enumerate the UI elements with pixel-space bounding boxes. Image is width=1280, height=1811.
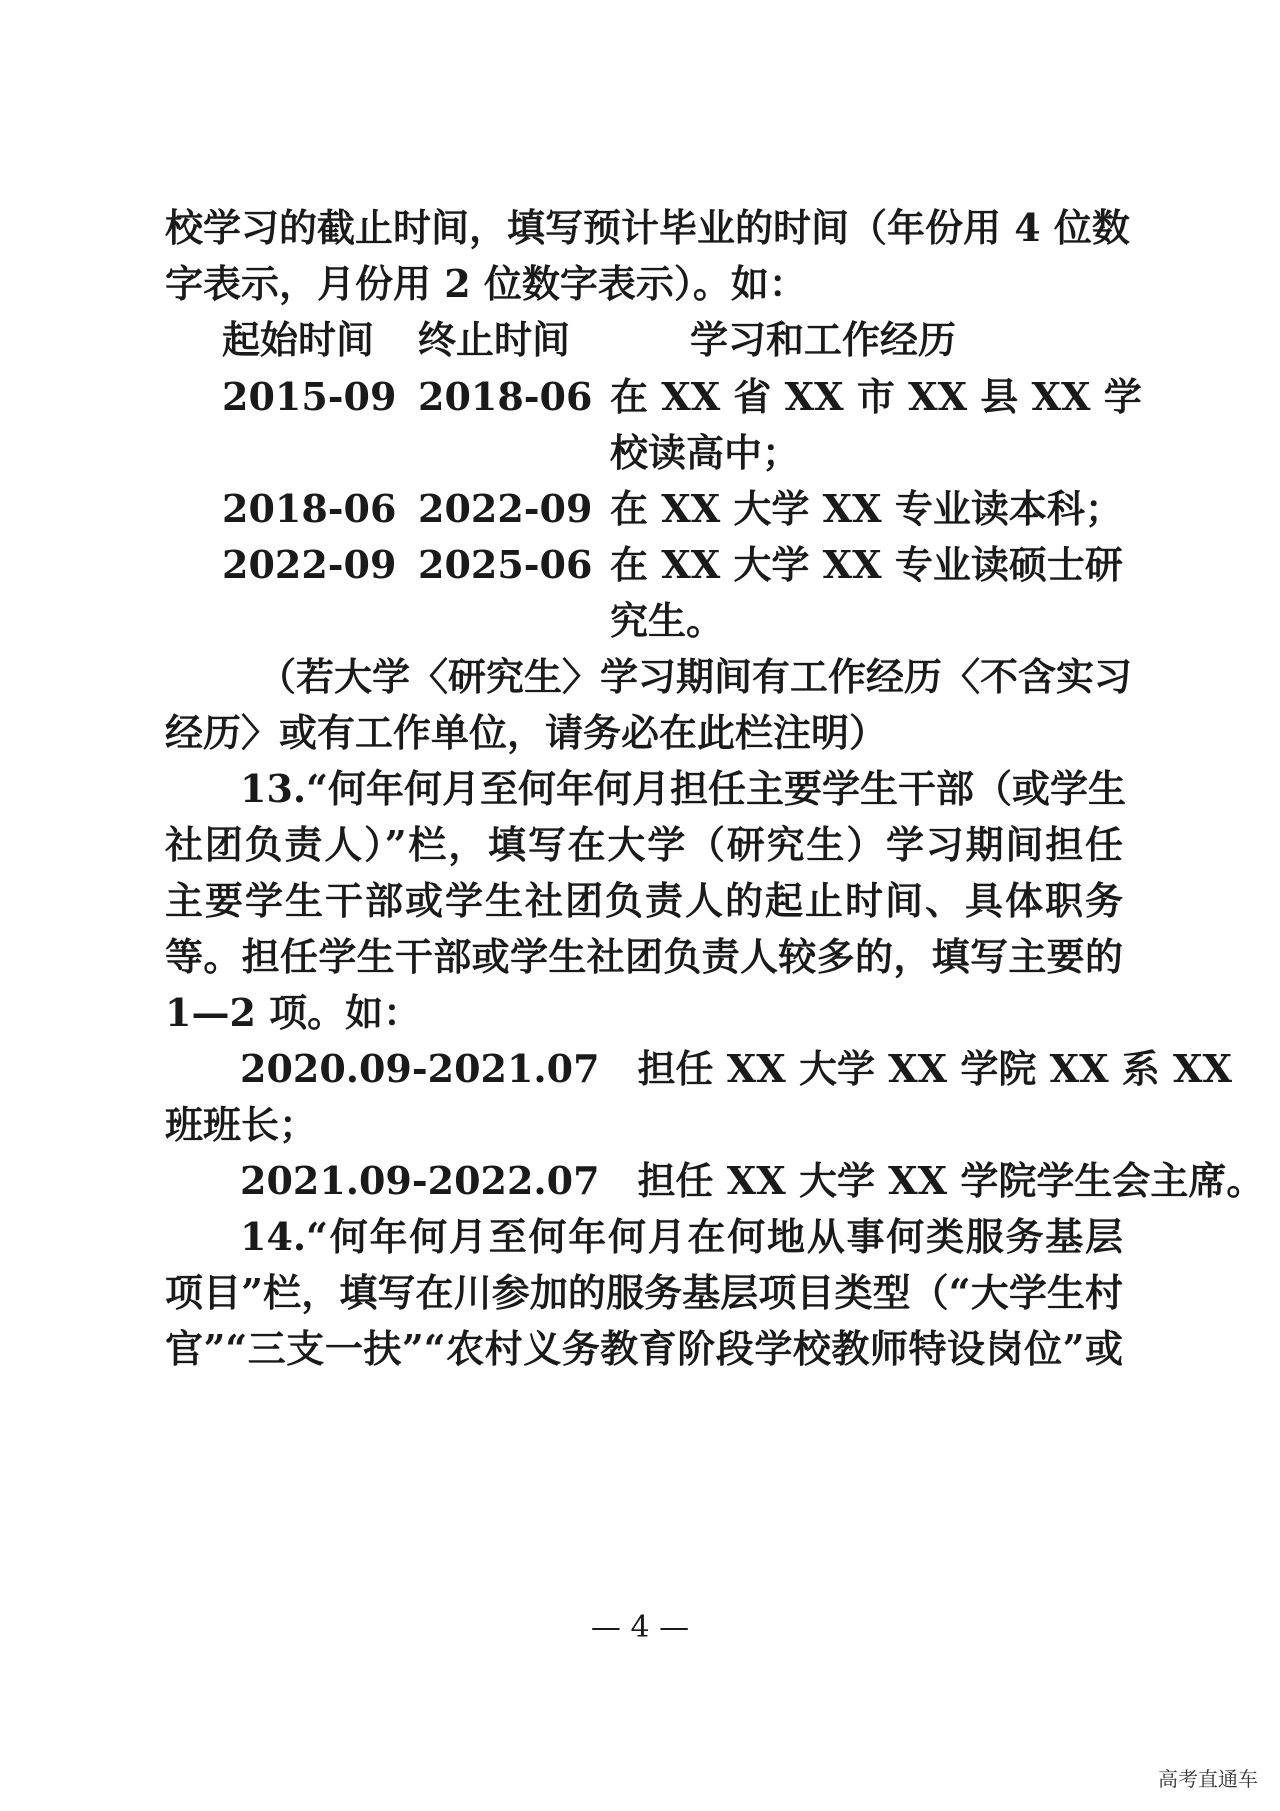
- table-row-2-end: 2022-09: [418, 486, 593, 531]
- table-row-3-desc-1: 在 XX 大学 XX 专业读硕士研: [610, 542, 1123, 587]
- table-row-1-start: 2015-09: [222, 374, 397, 419]
- table-row-3-end: 2025-06: [418, 542, 593, 587]
- watermark: 高考直通车: [1158, 1767, 1258, 1791]
- table-row-1-desc-2: 校读高中；: [610, 430, 801, 475]
- item14-line-3: 官”“三支一扶”“农村义务教育阶段学校教师特设岗位”或: [165, 1326, 1123, 1371]
- table-header-start: 起始时间: [222, 317, 375, 362]
- table-row-2-start: 2018-06: [222, 486, 397, 531]
- table-row-1-desc-1: 在 XX 省 XX 市 XX 县 XX 学: [610, 374, 1142, 419]
- item13-line-5: 1—2 项。如：: [165, 990, 422, 1035]
- table-header-history: 学习和工作经历: [690, 317, 957, 362]
- table-header-end: 终止时间: [418, 317, 571, 362]
- intro-line-2: 字表示，月份用 2 位数字表示）。如：: [165, 261, 807, 306]
- item14-line-2: 项目”栏，填写在川参加的服务基层项目类型（“大学生村: [165, 1270, 1123, 1315]
- item13-line-3: 主要学生干部或学生社团负责人的起止时间、具体职务: [165, 878, 1123, 923]
- item13-line-2: 社团负责人）”栏，填写在大学（研究生）学习期间担任: [165, 822, 1123, 867]
- item14-line-1: 14.“何年何月至何年何月在何地从事何类服务基层: [240, 1214, 1123, 1259]
- item13-example-1-line-1: 2020.09-2021.07 担任 XX 大学 XX 学院 XX 系 XX: [240, 1046, 1232, 1091]
- table-row-3-desc-2: 究生。: [610, 598, 725, 643]
- item13-line-1: 13.“何年何月至何年何月担任主要学生干部（或学生: [240, 766, 1126, 811]
- item13-example-1-line-2: 班班长；: [165, 1102, 318, 1147]
- note-line-2: 经历〉或有工作单位，请务必在此栏注明）: [165, 710, 888, 755]
- item13-line-4: 等。担任学生干部或学生社团负责人较多的，填写主要的: [165, 934, 1123, 979]
- table-row-2-desc-1: 在 XX 大学 XX 专业读本科；: [610, 486, 1123, 531]
- intro-line-1: 校学习的截止时间，填写预计毕业的时间（年份用 4 位数: [165, 205, 1130, 250]
- item13-example-2: 2021.09-2022.07 担任 XX 大学 XX 学院学生会主席。: [240, 1158, 1265, 1203]
- table-row-3-start: 2022-09: [222, 542, 397, 587]
- page-number: — 4 —: [590, 1610, 690, 1645]
- note-line-1: （若大学〈研究生〉学习期间有工作经历〈不含实习: [258, 654, 1133, 699]
- table-row-1-end: 2018-06: [418, 374, 593, 419]
